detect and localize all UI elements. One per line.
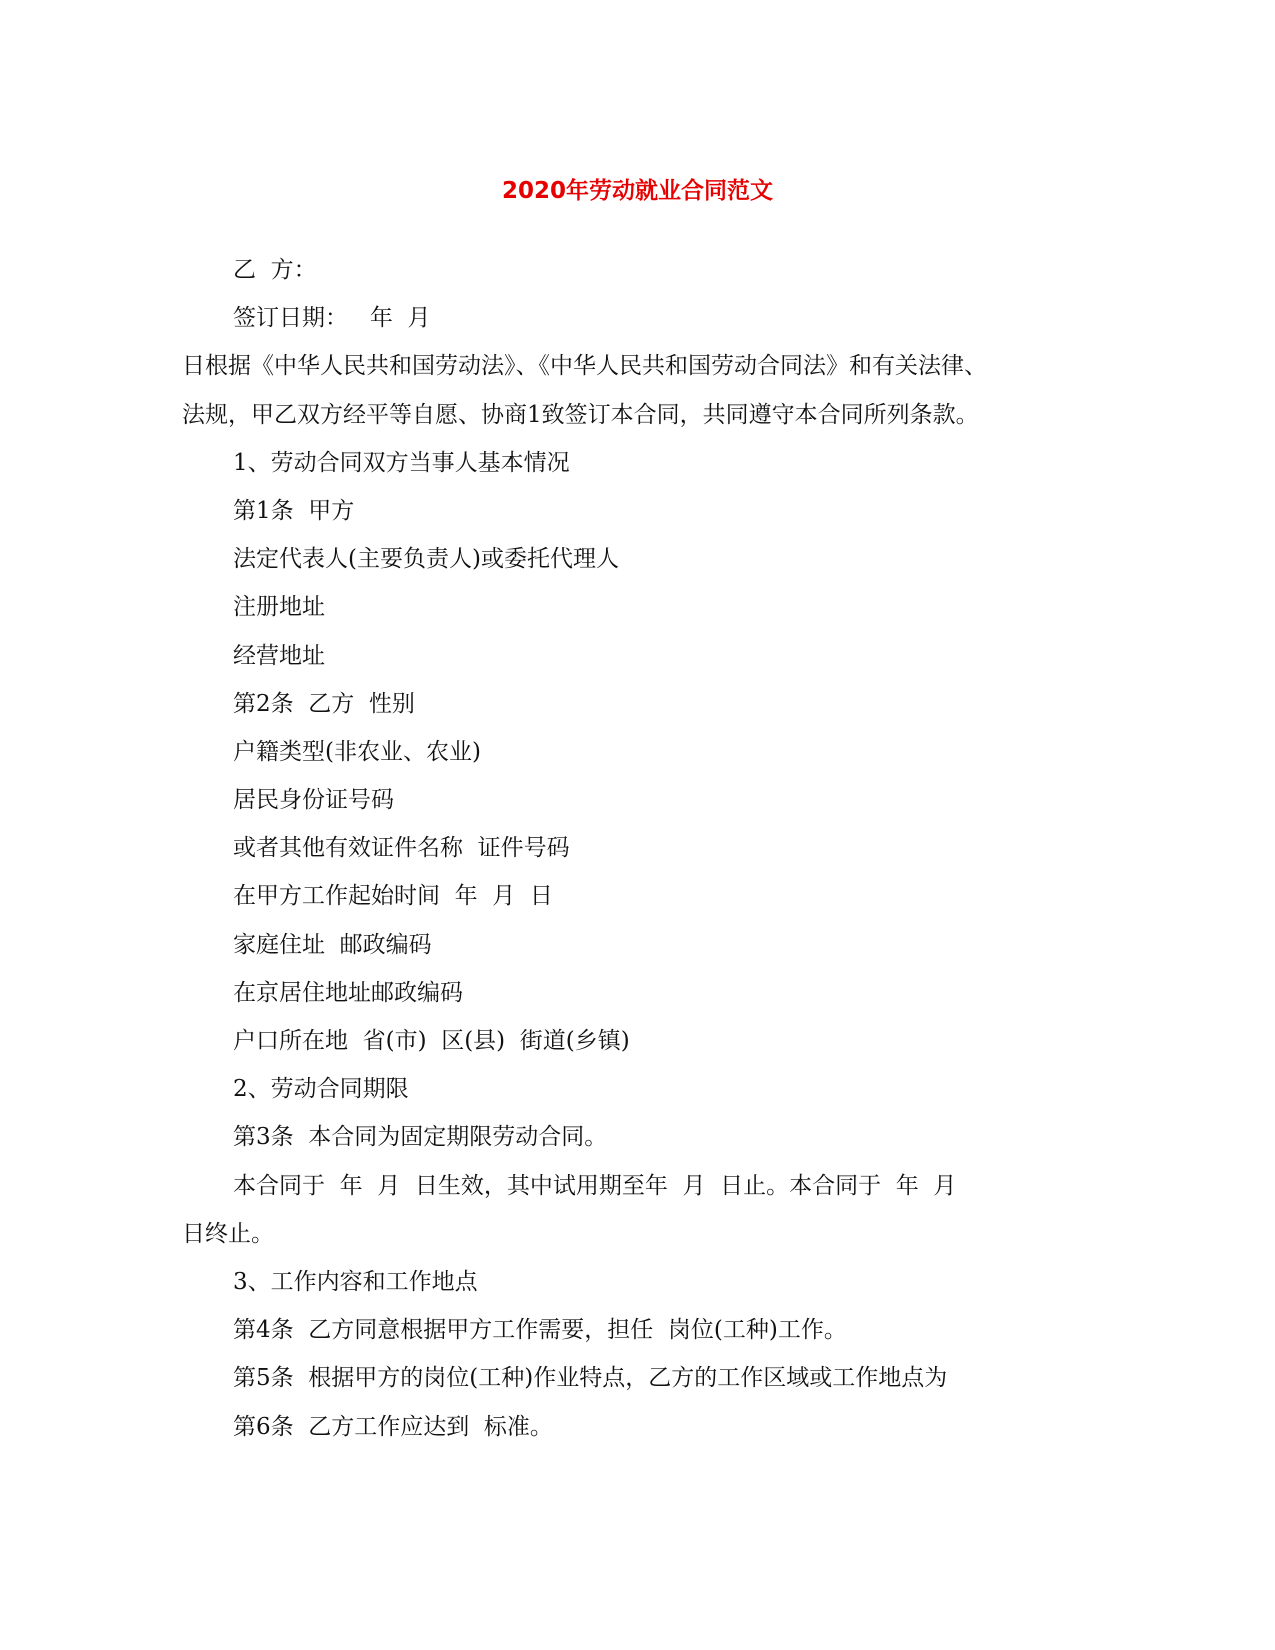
paragraph-line: 经营地址: [233, 642, 325, 669]
paragraph-line: 在甲方工作起始时间 年 月 日: [233, 883, 553, 910]
paragraph-line: 法规，甲乙双方经平等自愿、协商1致签订本合同，共同遵守本合同所列条款。: [182, 401, 979, 428]
paragraph-line: 户口所在地 省(市) 区(县) 街道(乡镇): [233, 1028, 630, 1054]
paragraph-line: 第2条 乙方 性别: [233, 690, 415, 717]
paragraph-line: 3、工作内容和工作地点: [233, 1268, 478, 1295]
paragraph-line: 1、劳动合同双方当事人基本情况: [233, 449, 570, 476]
paragraph-line: 第6条 乙方工作应达到 标准。: [233, 1413, 553, 1440]
document-title: 2020年劳动就业合同范文: [501, 178, 773, 204]
paragraph-line: 居民身份证号码: [233, 787, 394, 814]
paragraph-line: 签订日期： 年 月: [233, 305, 431, 332]
paragraph-line: 第3条 本合同为固定期限劳动合同。: [233, 1124, 608, 1151]
paragraph-line: 第4条 乙方同意根据甲方工作需要，担任 岗位(工种)工作。: [233, 1317, 847, 1344]
paragraph-line: 第5条 根据甲方的岗位(工种)作业特点，乙方的工作区域或工作地点为: [233, 1365, 948, 1392]
paragraph-line: 2、劳动合同期限: [233, 1076, 409, 1103]
paragraph-line: 家庭住址 邮政编码: [233, 931, 432, 958]
paragraph-line: 注册地址: [233, 594, 325, 621]
paragraph-line: 日终止。: [182, 1220, 274, 1247]
paragraph-line: 第1条 甲方: [233, 497, 355, 524]
paragraph-line: 或者其他有效证件名称 证件号码: [233, 835, 570, 862]
paragraph-line: 法定代表人(主要负责人)或委托代理人: [233, 546, 619, 573]
document-body: [182, 246, 1082, 1451]
paragraph-line: 本合同于 年 月 日生效，其中试用期至年 月 日止。本合同于 年 月: [233, 1172, 957, 1199]
paragraph-line: 户籍类型(非农业、农业): [233, 738, 481, 765]
paragraph-line: 乙 方：: [233, 257, 317, 283]
paragraph-line: 日根据《中华人民共和国劳动法》、《中华人民共和国劳动合同法》和有关法律、: [182, 353, 987, 380]
paragraph-line: 在京居住地址邮政编码: [233, 979, 463, 1006]
